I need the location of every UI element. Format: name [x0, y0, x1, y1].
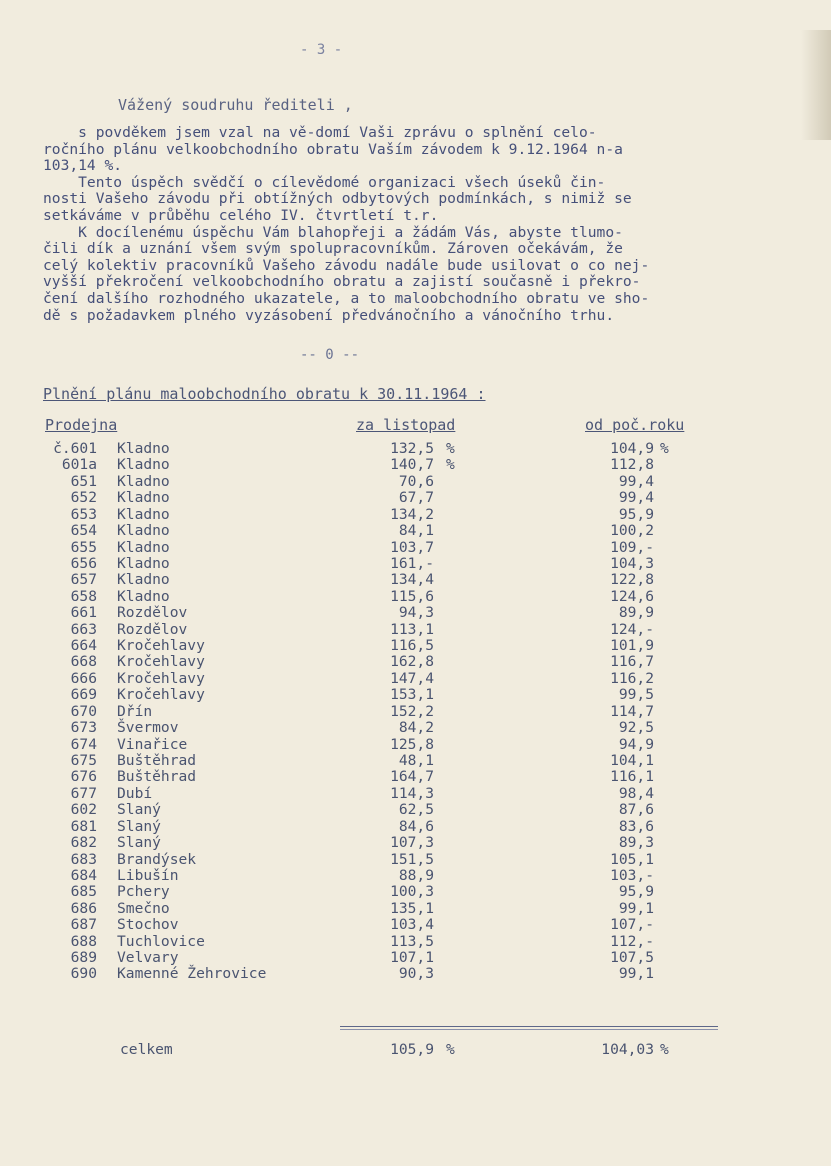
table-row [0, 571, 831, 587]
store-name: Slaný [117, 801, 161, 819]
table-row [0, 604, 831, 620]
store-name: Kladno [117, 440, 170, 457]
total-row [0, 1041, 831, 1057]
store-number: 677 [70, 784, 97, 802]
table-row [0, 834, 831, 850]
store-name: Kročehlavy [117, 669, 205, 687]
month-value: 161,- [390, 554, 434, 572]
store-number: 674 [70, 735, 97, 753]
table-row [0, 949, 831, 965]
store-name: Kročehlavy [117, 637, 205, 655]
store-name: Kladno [117, 456, 170, 474]
store-name: Švermov [117, 719, 179, 737]
month-value: 113,1 [390, 620, 434, 638]
store-number: 601a [61, 456, 97, 474]
month-value: 84,6 [398, 817, 434, 835]
store-number: 681 [70, 817, 97, 835]
letter-line: nosti Vašeho závodu při obtížných odbytových podmínkách, s nimiž se [43, 190, 632, 208]
store-number: 653 [70, 505, 97, 523]
letter-line: Tento úspěch svědčí o cílevědomé organizaci všech úseků čin- [43, 173, 606, 191]
letter-line: vyšší překročení velkoobchodního obratu a zajistí současně i překro- [43, 273, 641, 291]
year-percent-sign: % [660, 440, 669, 457]
table-row [0, 703, 831, 719]
store-name: Tuchlovice [117, 932, 205, 950]
store-number: 656 [70, 554, 97, 572]
year-value: 122,8 [610, 571, 654, 589]
store-number: 652 [70, 489, 97, 507]
year-value: 105,1 [610, 850, 654, 868]
store-number: 602 [70, 801, 97, 819]
store-number: 663 [70, 620, 97, 638]
store-number: 658 [70, 587, 97, 605]
table-row [0, 719, 831, 735]
store-name: Kladno [117, 538, 170, 556]
store-name: Velvary [117, 949, 179, 967]
month-percent-sign: % [446, 456, 455, 474]
header-year: od poč.roku [585, 416, 685, 434]
year-value: 114,7 [610, 702, 654, 720]
month-value: 140,7 [390, 456, 434, 474]
total-month: 105,9 [390, 1041, 434, 1058]
store-name: Rozdělov [117, 620, 188, 638]
total-rule-second [340, 1029, 718, 1030]
year-value: 94,9 [618, 735, 654, 753]
store-name: Dřín [117, 702, 153, 720]
store-name: Kladno [117, 472, 170, 490]
year-value: 112,8 [610, 456, 654, 474]
store-name: Kladno [117, 587, 170, 605]
table-row [0, 686, 831, 702]
year-value: 95,9 [618, 505, 654, 523]
total-year-pct: % [660, 1041, 669, 1058]
table-row [0, 736, 831, 752]
total-rule [340, 1026, 718, 1027]
store-name: Kladno [117, 554, 170, 572]
year-value: 99,4 [618, 472, 654, 490]
store-number: 687 [70, 916, 97, 934]
store-name: Kročehlavy [117, 686, 205, 704]
store-number: 670 [70, 702, 97, 720]
month-value: 151,5 [390, 850, 434, 868]
table-row [0, 473, 831, 489]
year-value: 104,1 [610, 751, 654, 769]
year-value: 99,1 [618, 965, 654, 983]
table-row [0, 670, 831, 686]
table-row [0, 933, 831, 949]
store-name: Buštěhrad [117, 768, 197, 786]
year-value: 98,4 [618, 784, 654, 802]
month-value: 114,3 [390, 784, 434, 802]
letter-line: dě s požadavkem plného vyzásobení předvánočního a vánočního trhu. [43, 306, 615, 324]
store-number: 686 [70, 899, 97, 917]
store-name: Dubí [117, 784, 153, 802]
month-value: 115,6 [390, 587, 434, 605]
letter-line: K docílenému úspěchu Vám blahopřeji a žádám Vás, abyste tlumo- [43, 223, 623, 241]
year-value: 116,1 [610, 768, 654, 786]
month-value: 84,1 [398, 522, 434, 540]
year-value: 100,2 [610, 522, 654, 540]
separator: -- 0 -- [300, 347, 360, 363]
letter-line: 103,14 %. [43, 157, 123, 175]
store-name: Kladno [117, 571, 170, 589]
store-name: Stochov [117, 916, 179, 934]
table-row [0, 440, 831, 456]
month-value: 162,8 [390, 653, 434, 671]
table-row [0, 883, 831, 899]
month-value: 135,1 [390, 899, 434, 917]
store-name: Buštěhrad [117, 751, 197, 769]
total-label: celkem [120, 1041, 173, 1058]
month-percent-sign: % [446, 440, 455, 457]
store-number: 654 [70, 522, 97, 540]
table-row [0, 588, 831, 604]
letter-line: čení dalšího rozhodného ukazatele, a to maloobchodního obratu ve sho- [43, 290, 650, 307]
store-name: Libušín [117, 866, 179, 884]
total-year: 104,03 [601, 1041, 654, 1058]
month-value: 132,5 [390, 440, 434, 457]
month-value: 67,7 [398, 489, 434, 507]
letter-line: s povděkem jsem vzal na vě-domí Vaši zprávu o splnění celo- [43, 124, 597, 141]
store-number: 651 [70, 472, 97, 490]
store-number: 669 [70, 686, 97, 704]
month-value: 84,2 [398, 719, 434, 737]
year-value: 104,3 [610, 554, 654, 572]
year-value: 124,- [610, 620, 654, 638]
paper-edge-stain [801, 30, 831, 140]
table-row [0, 785, 831, 801]
table-row [0, 555, 831, 571]
store-number: 664 [70, 637, 97, 655]
store-number: č.601 [53, 440, 97, 457]
month-value: 147,4 [390, 669, 434, 687]
store-number: 685 [70, 883, 97, 901]
table-row [0, 539, 831, 555]
page-number: - 3 - [300, 42, 343, 58]
store-number: 673 [70, 719, 97, 737]
month-value: 134,4 [390, 571, 434, 589]
year-value: 112,- [610, 932, 654, 950]
year-value: 107,- [610, 916, 654, 934]
year-value: 95,9 [618, 883, 654, 901]
store-name: Slaný [117, 834, 161, 852]
table-row [0, 506, 831, 522]
month-value: 88,9 [398, 866, 434, 884]
year-value: 99,1 [618, 899, 654, 917]
table-row [0, 916, 831, 932]
header-store: Prodejna [45, 416, 118, 434]
salutation: Vážený soudruhu řediteli , [118, 96, 353, 114]
month-value: 153,1 [390, 686, 434, 704]
month-value: 90,3 [398, 965, 434, 983]
store-number: 689 [70, 949, 97, 967]
store-number: 668 [70, 653, 97, 671]
store-number: 661 [70, 604, 97, 622]
year-value: 116,2 [610, 669, 654, 687]
store-name: Vinařice [117, 735, 188, 753]
store-name: Brandýsek [117, 850, 197, 868]
store-name: Kročehlavy [117, 653, 205, 671]
store-number: 690 [70, 965, 97, 983]
table-row [0, 637, 831, 653]
table-row [0, 965, 831, 981]
store-name: Slaný [117, 817, 161, 835]
store-name: Kladno [117, 489, 170, 507]
month-value: 70,6 [398, 472, 434, 490]
year-value: 101,9 [610, 637, 654, 655]
month-value: 94,3 [398, 604, 434, 622]
month-value: 134,2 [390, 505, 434, 523]
year-value: 87,6 [618, 801, 654, 819]
year-value: 89,3 [618, 834, 654, 852]
store-number: 657 [70, 571, 97, 589]
letter-line: setkáváme v průběhu celého IV. čtvrtletí t.r. [43, 207, 439, 224]
month-value: 107,3 [390, 834, 434, 852]
month-value: 103,7 [390, 538, 434, 556]
header-month: za listopad [356, 416, 456, 434]
year-value: 83,6 [618, 817, 654, 835]
month-value: 113,5 [390, 932, 434, 950]
store-name: Kamenné Žehrovice [117, 965, 267, 983]
month-value: 62,5 [398, 801, 434, 819]
table-row [0, 867, 831, 883]
table-title: Plnění plánu maloobchodního obratu k 30.11.1964 : [43, 385, 486, 403]
table-row [0, 801, 831, 817]
store-number: 688 [70, 932, 97, 950]
year-value: 89,9 [618, 604, 654, 622]
table-row [0, 818, 831, 834]
year-value: 116,7 [610, 653, 654, 671]
total-month-pct: % [446, 1041, 455, 1058]
year-value: 99,5 [618, 686, 654, 704]
month-value: 48,1 [398, 751, 434, 769]
year-value: 124,6 [610, 587, 654, 605]
store-number: 655 [70, 538, 97, 556]
month-value: 116,5 [390, 637, 434, 655]
month-value: 164,7 [390, 768, 434, 786]
table-row [0, 456, 831, 472]
month-value: 152,2 [390, 702, 434, 720]
month-value: 107,1 [390, 949, 434, 967]
store-number: 683 [70, 850, 97, 868]
table-row [0, 900, 831, 916]
month-value: 100,3 [390, 883, 434, 901]
store-number: 684 [70, 866, 97, 884]
table-row [0, 522, 831, 538]
table-row [0, 752, 831, 768]
year-value: 92,5 [618, 719, 654, 737]
store-name: Smečno [117, 899, 170, 917]
store-number: 666 [70, 669, 97, 687]
letter-line: ročního plánu velkoobchodního obratu Vaším závodem k 9.12.1964 n-a [43, 140, 623, 158]
year-value: 107,5 [610, 949, 654, 967]
table-row [0, 768, 831, 784]
store-name: Pchery [117, 883, 170, 901]
year-value: 103,- [610, 866, 654, 884]
year-value: 109,- [610, 538, 654, 556]
month-value: 103,4 [390, 916, 434, 934]
year-value: 99,4 [618, 489, 654, 507]
letter-line: celý kolektiv pracovníků Vašeho závodu nadále bude usilovat o co nej- [43, 256, 650, 274]
month-value: 125,8 [390, 735, 434, 753]
year-value: 104,9 [610, 440, 654, 457]
table-row [0, 489, 831, 505]
table-row [0, 653, 831, 669]
store-number: 676 [70, 768, 97, 786]
letter-line: čili dík a uznání všem svým spolupracovníkům. Zároven očekávám, že [43, 240, 623, 258]
store-number: 682 [70, 834, 97, 852]
table-row [0, 621, 831, 637]
table-row [0, 851, 831, 867]
store-number: 675 [70, 751, 97, 769]
store-name: Kladno [117, 522, 170, 540]
store-name: Kladno [117, 505, 170, 523]
store-name: Rozdělov [117, 604, 188, 622]
